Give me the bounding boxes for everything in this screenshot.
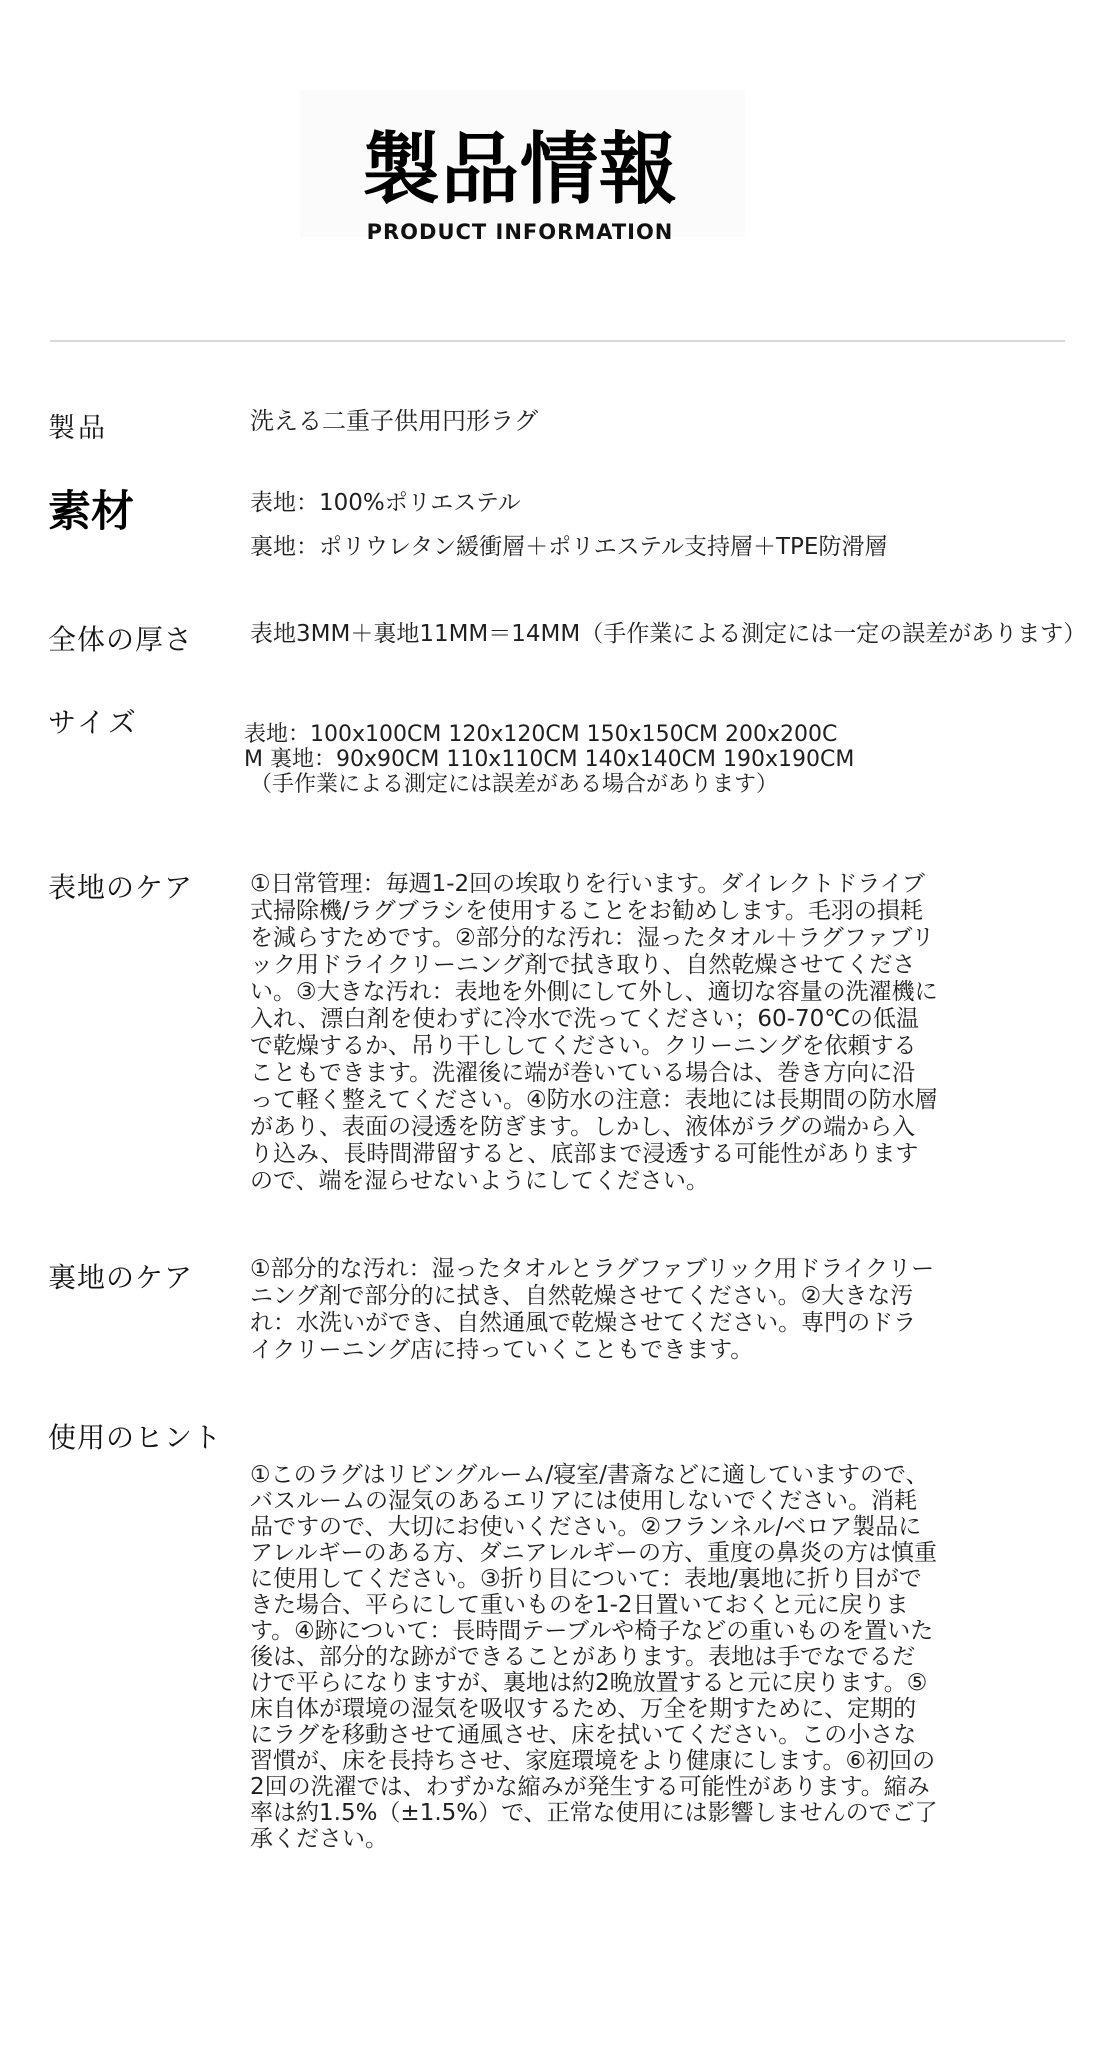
usage-hints-paragraph: ①このラグはリビングルーム/寝室/書斎などに適していますので、バスルームの湿気のあるエリアには使用しないでください。消耗品ですので、大切にお使いください。②フランネル/ベロア製品にアレルギーのある方、ダニアレルギーの方、重度の鼻炎の方は慎重に使用してください。③折り目について：表地/裏地に折り目ができた場合、平らにして重いものを1-2日置いておくと元に戻ります。④跡について：長時間テーブルや椅子などの重いものを置いた後は、部分的な跡ができることがあります。表地は手でなでるだけで平らになりますが、裏地は約2晩放置すると元に戻ります。⑤床自体が環境の湿気を吸収するため、万全を期すために、定期的にラグを移動させて通風させ、床を拭いてください。この小さな習慣が、床を長持ちさせ、家庭環境をより健康にします。⑥初回の2回の洗濯では、わずかな縮みが発生する可能性があります。縮み率は約1.5%（±1.5%）で、正常な使用には影響しませんのでご了承ください。 <box>250 1462 938 1852</box>
thickness-value: 表地3MM＋裏地11MM＝14MM（手作業による測定には一定の誤差があります） <box>250 621 1087 647</box>
section-label-thickness: 全体の厚さ <box>48 623 194 656</box>
section-label-usage-hints: 使用のヒント <box>48 1421 223 1454</box>
material-surface-value: 表地：100%ポリエステル <box>250 490 521 516</box>
size-note-line: （手作業による測定には誤差がある場合があります） <box>250 772 779 797</box>
size-backing-line: M 裏地：90x90CM 110x110CM 140x140CM 190x190CM <box>244 747 855 772</box>
surface-care-paragraph: ①日常管理：毎週1-2回の埃取りを行います。ダイレクトドライブ式掃除機/ラグブラシを使用することをお勧めします。毛羽の損耗を減らすためです。②部分的な汚れ：湿ったタオル＋ラグファブリック用ドライクリーニング剤で拭き取り、自然乾燥させてください。③大きな汚れ：表地を外側にして外し、適切な容量の洗濯機に入れ、漂白剤を使わずに冷水で洗ってください；60-70℃の低温で乾燥するか、吊り干ししてください。クリーニングを依頼することもできます。洗濯後に端が巻いている場合は、巻き方向に沿って軽く整えてください。④防水の注意：表地には長期間の防水層があり、表面の浸透を防ぎます。しかし、液体がラグの端から入り込み、長時間滞留すると、底部まで浸透する可能性がありますので、端を湿らせないようにしてください。 <box>250 871 938 1194</box>
size-surface-line: 表地：100x100CM 120x120CM 150x150CM 200x200C <box>244 722 838 747</box>
backing-care-paragraph: ①部分的な汚れ：湿ったタオルとラグファブリック用ドライクリーニング剤で部分的に拭き、自然乾燥させてください。②大きな汚れ：水洗いができ、自然通風で乾燥させてください。専門のドライクリーニング店に持っていくこともできます。 <box>250 1256 935 1363</box>
size-values <box>244 722 854 797</box>
page-title: 製品情報 <box>361 125 678 215</box>
section-label-surface-care: 表地のケア <box>48 871 194 904</box>
section-label-material: 素材 <box>48 487 134 537</box>
material-backing-value: 裏地：ポリウレタン緩衝層＋ポリエステル支持層＋TPE防滑層 <box>250 534 888 560</box>
section-label-backing-care: 裏地のケア <box>48 1261 194 1294</box>
product-name-value: 洗える二重子供用円形ラグ <box>250 407 538 435</box>
page-subtitle: PRODUCT INFORMATION <box>366 219 674 244</box>
section-label-product: 製品 <box>48 413 108 444</box>
section-label-size: サイズ <box>48 706 139 739</box>
header-divider <box>50 340 1065 342</box>
page-header <box>240 125 800 244</box>
